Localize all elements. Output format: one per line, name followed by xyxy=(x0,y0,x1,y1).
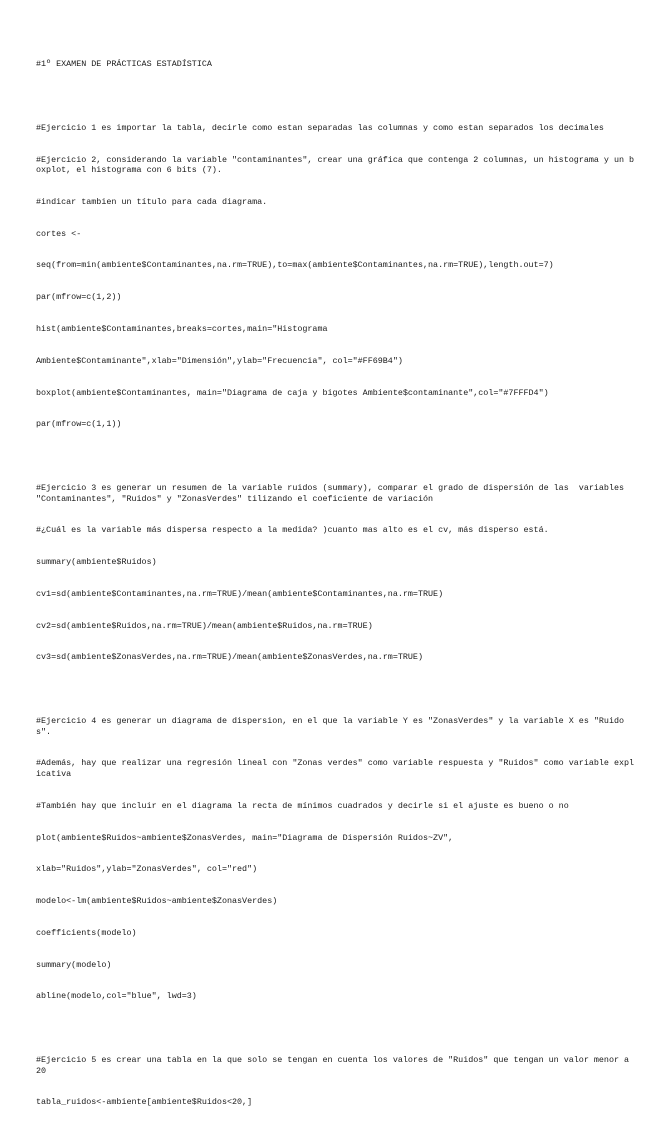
blank-line xyxy=(36,451,636,462)
code-line: tabla_ruidos<-ambiente[ambiente$Ruidos<20,] xyxy=(36,1097,253,1108)
comment-line: #Además, hay que realizar una regresión lineal con "Zonas verdes" como variable respuesta y "Ruidos" como variable explicativa xyxy=(36,758,635,779)
code-line: summary(ambiente$Ruidos) xyxy=(36,557,157,568)
code-line: coefficients(modelo) xyxy=(36,927,137,938)
code-line: cv2=sd(ambiente$Ruidos,na.rm=TRUE)/mean(ambiente$Ruidos,na.rm=TRUE) xyxy=(36,620,373,631)
blank-line xyxy=(36,684,636,695)
document-body xyxy=(36,38,636,1129)
code-line: cv1=sd(ambiente$Contaminantes,na.rm=TRUE)/mean(ambiente$Contaminantes,na.rm=TRUE) xyxy=(36,588,444,599)
comment-line: #Ejercicio 2, considerando la variable "contaminantes", crear una gráfica que contenga 2 columnas, un histograma y un boxplot, el histograma con 6 bits (7). xyxy=(36,154,635,176)
comment-line: #Ejercicio 3 es generar un resumen de la variable ruidos (summary), comparar el grado de dispersión de las variables "Contaminantes", "Ruidos" y "ZonasVerdes" tilizando el coeficiente de variación xyxy=(36,482,630,504)
comment-line: #Ejercicio 4 es generar un diagrama de dispersion, en el que la variable Y es "ZonasVerdes" y la variable X es "Ruidos". xyxy=(36,716,625,737)
code-line: cv3=sd(ambiente$ZonasVerdes,na.rm=TRUE)/mean(ambiente$ZonasVerdes,na.rm=TRUE) xyxy=(36,652,423,663)
comment-line: #Ejercicio 5 es crear una tabla en la que solo se tengan en cuenta los valores de "Ruidos" que tengan un valor menor a 20 xyxy=(36,1055,635,1076)
code-line: hist(ambiente$Contaminantes,breaks=cortes,main="Histograma xyxy=(36,324,328,335)
comment-line: #indicar tambien un título para cada diagrama. xyxy=(36,196,268,207)
code-line: plot(ambiente$Ruidos~ambiente$ZonasVerdes, main="Diagrama de Dispersión Ruidos~ZV", xyxy=(36,832,454,843)
blank-line xyxy=(36,1023,636,1034)
blank-line xyxy=(36,91,636,102)
code-line: seq(from=min(ambiente$Contaminantes,na.rm=TRUE),to=max(ambiente$Contaminantes,na.rm=TRUE),length.out=7) xyxy=(36,260,554,271)
comment-line: #Ejercicio 1 es importar la tabla, decirle como estan separadas las columnas y como estan separados los decimales xyxy=(36,122,604,133)
code-line: par(mfrow=c(1,1)) xyxy=(36,419,122,430)
code-line: summary(modelo) xyxy=(36,959,112,970)
code-line: abline(modelo,col="blue", lwd=3) xyxy=(36,991,197,1002)
code-line: boxplot(ambiente$Contaminantes, main="Diagrama de caja y bigotes Ambiente$contaminante",col="#7FFFD4") xyxy=(36,387,549,398)
code-line: cortes <- xyxy=(36,228,82,239)
comment-line: #También hay que incluir en el diagrama la recta de mínimos cuadrados y decirle si el ajuste es bueno o no xyxy=(36,800,569,811)
code-line: xlab="Ruidos",ylab="ZonasVerdes", col="red") xyxy=(36,864,258,875)
code-line: par(mfrow=c(1,2)) xyxy=(36,292,122,303)
doc-title: #1º EXAMEN DE PRÁCTICAS ESTADÍSTICA xyxy=(36,59,212,70)
comment-line: #¿Cuál es la variable más dispersa respecto a la medida? )cuanto mas alto es el cv, más disperso está. xyxy=(36,525,549,536)
code-line: Ambiente$Contaminante",xlab="Dimensión",ylab="Frecuencia", col="#FF69B4") xyxy=(36,355,403,366)
code-line: modelo<-lm(ambiente$Ruidos~ambiente$ZonasVerdes) xyxy=(36,896,278,907)
